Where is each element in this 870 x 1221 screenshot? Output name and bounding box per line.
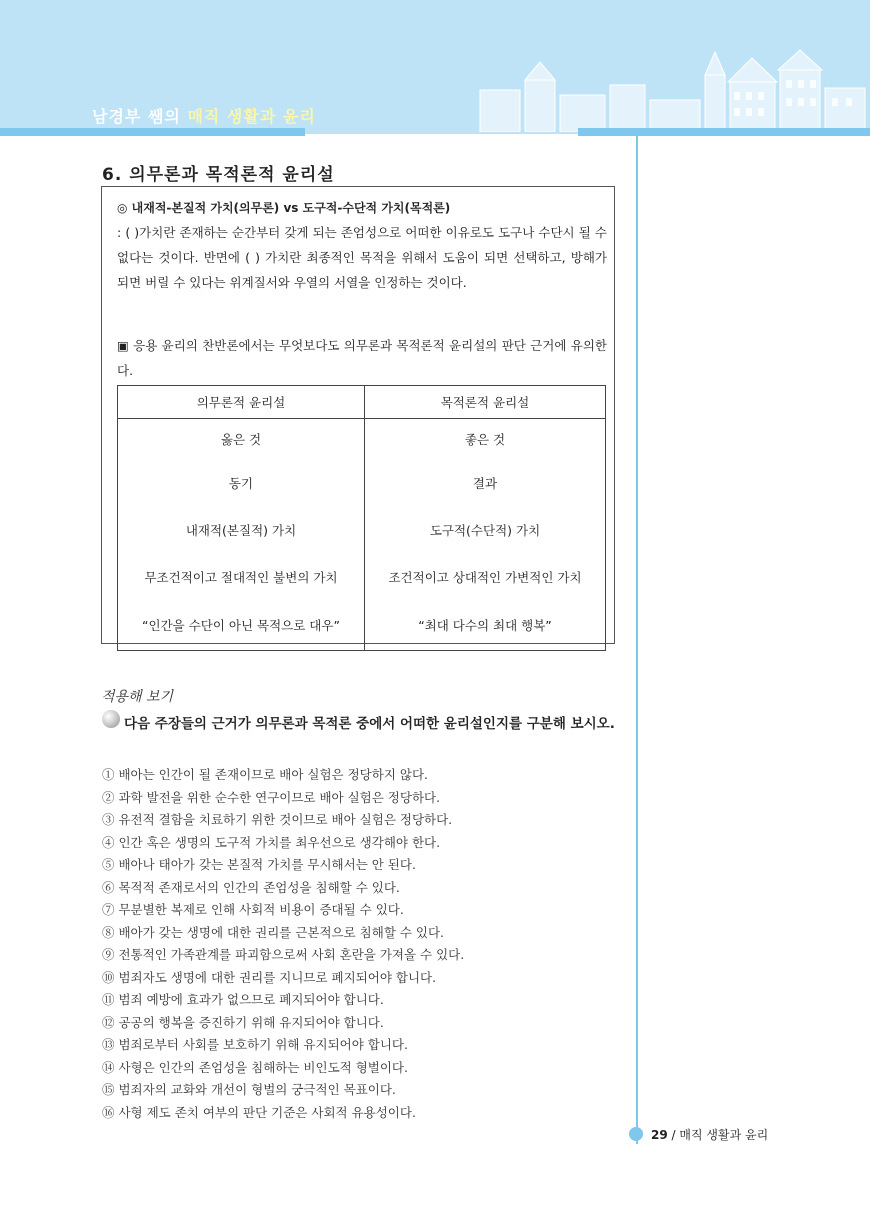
table-row: [118, 459, 606, 506]
list-item: ⑨ 전통적인 가족관계를 파괴함으로써 사회 혼란을 가져올 수 있다.: [102, 947, 465, 962]
box-paragraph: : ( )가치란 존재하는 순간부터 갖게 되는 존엄성으로 어떠한 이유로도 도구나 수단시 될 수 없다는 것이다. 반면에 ( ) 가치란 최종적인 목적을 위해서 도움이 되면 선택하고, 방해가 되면 버릴 수 있다는 위계질서와 우열의 서열을 인정하는 것이다.: [117, 225, 607, 290]
list-item: ⑬ 범죄로부터 사회를 보호하기 위해 유지되어야 합니다.: [102, 1037, 408, 1052]
exercise-item-list: [102, 764, 464, 1124]
table-cell: 조건적이고 상대적인 가변적인 가치: [364, 553, 605, 600]
list-item: ⑪ 범죄 예방에 효과가 없으므로 폐지되어야 합니다.: [102, 992, 384, 1007]
list-item: ⑤ 배아나 태아가 갖는 본질적 가치를 무시해서는 안 된다.: [102, 857, 416, 872]
header-title-book: 매직 생활과 윤리: [187, 107, 316, 126]
page-footer: [651, 1126, 768, 1143]
margin-divider: [636, 134, 638, 1144]
box-bullet-title: ◎ 내재적-본질적 가치(의무론) vs 도구적-수단적 가치(목적론): [117, 201, 451, 215]
header-band-left: [0, 128, 305, 136]
list-item: ⑭ 사형은 인간의 존엄성을 침해하는 비인도적 형벌이다.: [102, 1059, 408, 1075]
list-item: ③ 유전적 결함을 치료하기 위한 것이므로 배아 실험은 정당하다.: [102, 812, 453, 827]
table-cell: “인간을 수단이 아닌 목적으로 대우”: [118, 600, 365, 651]
table-header-row: [118, 386, 606, 419]
table-cell: 무조건적이고 절대적인 불변의 가치: [118, 553, 365, 600]
table-cell: “최대 다수의 최대 행복”: [364, 600, 605, 651]
list-item: ⑫ 공공의 행복을 증진하기 위해 유지되어야 합니다.: [102, 1014, 384, 1030]
header-title: [92, 104, 316, 127]
list-item: ① 배아는 인간이 될 존재이므로 배아 실험은 정당하지 않다.: [102, 767, 428, 782]
list-item: ⑮ 범죄자의 교화와 개선이 형벌의 궁극적인 목표이다.: [102, 1082, 396, 1097]
box-note: ▣ 응용 윤리의 찬반론에서는 무엇보다도 의무론과 목적론적 윤리설의 판단 근거에 유의한다.: [117, 338, 607, 378]
page-number: 29: [651, 1128, 668, 1142]
question-bullet-icon: [102, 710, 120, 728]
header-band-right: [578, 128, 870, 136]
city-skyline-illustration: [470, 40, 870, 132]
table-cell: 결과: [364, 459, 605, 506]
table-header-cell: 목적론적 윤리설: [364, 386, 605, 419]
table-cell: 옳은 것: [118, 419, 365, 460]
table-cell: 내재적(본질적) 가치: [118, 506, 365, 553]
table-cell: 동기: [118, 459, 365, 506]
exercise-question: 다음 주장들의 근거가 의무론과 목적론 중에서 어떠한 윤리설인지를 구분해 보시오.: [124, 716, 615, 732]
footer-separator: /: [671, 1128, 676, 1142]
list-item: ⑧ 배아가 갖는 생명에 대한 권리를 근본적으로 침해할 수 있다.: [102, 924, 445, 940]
footer-book-title: 매직 생활과 윤리: [679, 1128, 769, 1142]
table-row: [118, 553, 606, 600]
section-title: 6. 의무론과 목적론적 윤리설: [102, 165, 335, 185]
comparison-table: [117, 385, 606, 651]
table-cell: 좋은 것: [364, 419, 605, 460]
list-item: ⑩ 범죄자도 생명에 대한 권리를 지니므로 폐지되어야 합니다.: [102, 969, 437, 985]
table-row: [118, 506, 606, 553]
table-row: [118, 419, 606, 460]
table-header-cell: 의무론적 윤리설: [118, 386, 365, 419]
apply-section-label: 적용해 보기: [101, 689, 174, 705]
list-item: ④ 인간 혹은 생명의 도구적 가치를 최우선으로 생각해야 한다.: [102, 834, 441, 850]
footer-dot-icon: [629, 1127, 643, 1141]
table-cell: 도구적(수단적) 가치: [364, 506, 605, 553]
list-item: ⑯ 사형 제도 존치 여부의 판단 기준은 사회적 유용성이다.: [102, 1104, 416, 1120]
table-row: [118, 600, 606, 651]
list-item: ② 과학 발전을 위한 순수한 연구이므로 배아 실험은 정당하다.: [102, 789, 441, 805]
list-item: ⑥ 목적적 존재로서의 인간의 존엄성을 침해할 수 있다.: [102, 879, 400, 895]
list-item: ⑦ 무분별한 복제로 인해 사회적 비용이 증대될 수 있다.: [102, 902, 404, 917]
header-title-author: 남경부 쌤의: [92, 107, 181, 126]
